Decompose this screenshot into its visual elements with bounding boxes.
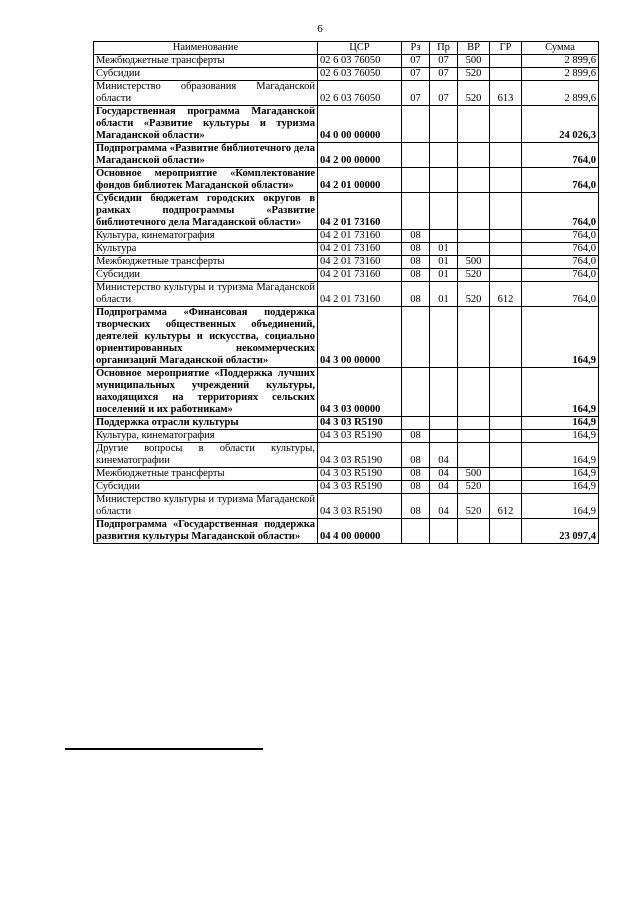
table-row	[94, 307, 599, 368]
cell-pr: 01	[430, 256, 458, 269]
cell-name: Основное мероприятие «Поддержка лучших муниципальных учреждений культуры, находящихся на территориях сельских поселений и их работникам»	[94, 368, 318, 417]
cell-sum: 764,0	[522, 282, 599, 307]
cell-gr	[490, 193, 522, 230]
cell-name: Субсидии бюджетам городских округов в рамках подпрограммы «Развитие библиотечного дела Магаданской области»	[94, 193, 318, 230]
cell-gr	[490, 256, 522, 269]
cell-pr: 04	[430, 481, 458, 494]
table-row	[94, 417, 599, 430]
cell-gr: 612	[490, 282, 522, 307]
table-row	[94, 494, 599, 519]
table-row	[94, 230, 599, 243]
cell-sum: 764,0	[522, 193, 599, 230]
cell-rz	[402, 417, 430, 430]
cell-vr: 500	[458, 256, 490, 269]
cell-sum: 23 097,4	[522, 519, 599, 544]
cell-csr: 04 3 03 00000	[318, 368, 402, 417]
cell-vr	[458, 168, 490, 193]
cell-rz: 08	[402, 230, 430, 243]
table-row	[94, 81, 599, 106]
cell-rz	[402, 193, 430, 230]
cell-rz	[402, 307, 430, 368]
cell-gr: 613	[490, 81, 522, 106]
header-sum: Сумма	[522, 42, 599, 55]
cell-vr	[458, 307, 490, 368]
cell-rz: 07	[402, 81, 430, 106]
cell-vr	[458, 230, 490, 243]
cell-vr: 520	[458, 68, 490, 81]
cell-gr	[490, 519, 522, 544]
cell-vr	[458, 368, 490, 417]
table-row	[94, 282, 599, 307]
cell-rz: 08	[402, 481, 430, 494]
cell-name: Подпрограмма «Финансовая поддержка творческих общественных объединений, деятелей культуры и искусства, социально ориентированных некоммерческих организаций Магаданской области»	[94, 307, 318, 368]
cell-gr	[490, 481, 522, 494]
cell-name: Культура, кинематография	[94, 230, 318, 243]
cell-sum: 164,9	[522, 468, 599, 481]
cell-name: Культура	[94, 243, 318, 256]
cell-rz: 07	[402, 55, 430, 68]
cell-rz	[402, 519, 430, 544]
cell-vr	[458, 430, 490, 443]
cell-csr: 04 2 01 73160	[318, 230, 402, 243]
cell-vr	[458, 519, 490, 544]
cell-vr	[458, 417, 490, 430]
cell-csr: 04 3 03 R5190	[318, 443, 402, 468]
table-row	[94, 430, 599, 443]
cell-name: Поддержка отрасли культуры	[94, 417, 318, 430]
cell-vr	[458, 106, 490, 143]
cell-rz	[402, 368, 430, 417]
cell-vr	[458, 193, 490, 230]
table-row	[94, 269, 599, 282]
cell-name: Межбюджетные трансферты	[94, 55, 318, 68]
cell-name: Субсидии	[94, 481, 318, 494]
cell-pr: 07	[430, 81, 458, 106]
cell-name: Другие вопросы в области культуры, кинематографии	[94, 443, 318, 468]
header-vr: ВР	[458, 42, 490, 55]
table-row	[94, 106, 599, 143]
cell-csr: 04 2 00 00000	[318, 143, 402, 168]
cell-vr	[458, 243, 490, 256]
footer-separator-line	[65, 748, 263, 750]
cell-csr: 02 6 03 76050	[318, 68, 402, 81]
cell-vr: 520	[458, 269, 490, 282]
cell-name: Подпрограмма «Государственная поддержка развития культуры Магаданской области»	[94, 519, 318, 544]
cell-gr	[490, 368, 522, 417]
cell-pr	[430, 143, 458, 168]
cell-sum: 164,9	[522, 430, 599, 443]
header-rz: Рз	[402, 42, 430, 55]
cell-sum: 764,0	[522, 143, 599, 168]
cell-rz: 08	[402, 468, 430, 481]
header-gr: ГР	[490, 42, 522, 55]
cell-gr: 612	[490, 494, 522, 519]
cell-pr	[430, 519, 458, 544]
header-csr: ЦСР	[318, 42, 402, 55]
cell-csr: 04 3 03 R5190	[318, 430, 402, 443]
cell-pr	[430, 193, 458, 230]
cell-name: Министерство образования Магаданской области	[94, 81, 318, 106]
cell-pr: 01	[430, 243, 458, 256]
cell-pr: 01	[430, 282, 458, 307]
cell-sum: 764,0	[522, 243, 599, 256]
cell-csr: 02 6 03 76050	[318, 81, 402, 106]
table-row	[94, 143, 599, 168]
table-row	[94, 481, 599, 494]
cell-gr	[490, 443, 522, 468]
cell-rz: 08	[402, 430, 430, 443]
cell-name: Субсидии	[94, 269, 318, 282]
cell-vr: 520	[458, 282, 490, 307]
cell-name: Культура, кинематография	[94, 430, 318, 443]
cell-pr: 04	[430, 468, 458, 481]
cell-csr: 04 4 00 00000	[318, 519, 402, 544]
cell-gr	[490, 55, 522, 68]
cell-pr	[430, 168, 458, 193]
cell-gr	[490, 307, 522, 368]
cell-pr: 07	[430, 68, 458, 81]
cell-pr	[430, 430, 458, 443]
cell-csr: 04 2 01 73160	[318, 269, 402, 282]
cell-gr	[490, 143, 522, 168]
cell-rz: 08	[402, 443, 430, 468]
cell-gr	[490, 417, 522, 430]
table-row	[94, 368, 599, 417]
page-number: 6	[317, 23, 323, 35]
table-row	[94, 256, 599, 269]
cell-rz	[402, 106, 430, 143]
cell-gr	[490, 230, 522, 243]
cell-name: Субсидии	[94, 68, 318, 81]
cell-sum: 764,0	[522, 230, 599, 243]
cell-csr: 04 2 01 73160	[318, 243, 402, 256]
cell-rz	[402, 143, 430, 168]
cell-pr: 07	[430, 55, 458, 68]
cell-csr: 04 3 03 R5190	[318, 481, 402, 494]
cell-pr	[430, 307, 458, 368]
table-row	[94, 193, 599, 230]
cell-csr: 04 0 00 00000	[318, 106, 402, 143]
cell-csr: 04 3 00 00000	[318, 307, 402, 368]
cell-gr	[490, 468, 522, 481]
cell-sum: 2 899,6	[522, 55, 599, 68]
cell-csr: 04 3 03 R5190	[318, 468, 402, 481]
cell-rz: 08	[402, 494, 430, 519]
cell-sum: 164,9	[522, 368, 599, 417]
header-pr: Пр	[430, 42, 458, 55]
cell-pr	[430, 230, 458, 243]
cell-pr	[430, 106, 458, 143]
table-row	[94, 243, 599, 256]
cell-pr: 04	[430, 494, 458, 519]
cell-csr: 04 2 01 73160	[318, 282, 402, 307]
cell-csr: 04 2 01 00000	[318, 168, 402, 193]
cell-csr: 02 6 03 76050	[318, 55, 402, 68]
header-name: Наименование	[94, 42, 318, 55]
cell-gr	[490, 269, 522, 282]
cell-vr: 520	[458, 81, 490, 106]
cell-pr	[430, 417, 458, 430]
cell-vr: 520	[458, 494, 490, 519]
table-row	[94, 168, 599, 193]
cell-rz: 07	[402, 68, 430, 81]
cell-pr	[430, 368, 458, 417]
table-row	[94, 55, 599, 68]
budget-table	[93, 41, 599, 544]
cell-sum: 164,9	[522, 443, 599, 468]
cell-sum: 764,0	[522, 168, 599, 193]
cell-vr	[458, 443, 490, 468]
cell-vr: 500	[458, 468, 490, 481]
cell-pr: 01	[430, 269, 458, 282]
cell-csr: 04 3 03 R5190	[318, 494, 402, 519]
cell-vr: 500	[458, 55, 490, 68]
cell-gr	[490, 430, 522, 443]
cell-vr	[458, 143, 490, 168]
cell-csr: 04 2 01 73160	[318, 193, 402, 230]
cell-sum: 2 899,6	[522, 81, 599, 106]
cell-name: Межбюджетные трансферты	[94, 468, 318, 481]
cell-gr	[490, 243, 522, 256]
cell-sum: 24 026,3	[522, 106, 599, 143]
cell-vr: 520	[458, 481, 490, 494]
cell-sum: 164,9	[522, 481, 599, 494]
cell-sum: 164,9	[522, 307, 599, 368]
cell-name: Подпрограмма «Развитие библиотечного дела Магаданской области»	[94, 143, 318, 168]
cell-name: Межбюджетные трансферты	[94, 256, 318, 269]
table-row	[94, 468, 599, 481]
cell-gr	[490, 106, 522, 143]
cell-name: Государственная программа Магаданской области «Развитие культуры и туризма Магаданской области»	[94, 106, 318, 143]
cell-rz	[402, 168, 430, 193]
cell-rz: 08	[402, 243, 430, 256]
table-row	[94, 443, 599, 468]
cell-name: Основное мероприятие «Комплектование фондов библиотек Магаданской области»	[94, 168, 318, 193]
cell-sum: 164,9	[522, 417, 599, 430]
table-body	[94, 55, 599, 544]
cell-gr	[490, 68, 522, 81]
table-header-row	[94, 42, 599, 55]
cell-sum: 164,9	[522, 494, 599, 519]
cell-csr: 04 2 01 73160	[318, 256, 402, 269]
cell-rz: 08	[402, 269, 430, 282]
cell-rz: 08	[402, 282, 430, 307]
cell-sum: 764,0	[522, 269, 599, 282]
table-row	[94, 68, 599, 81]
cell-sum: 764,0	[522, 256, 599, 269]
cell-csr: 04 3 03 R5190	[318, 417, 402, 430]
cell-name: Министерство культуры и туризма Магаданской области	[94, 494, 318, 519]
cell-name: Министерство культуры и туризма Магаданской области	[94, 282, 318, 307]
table-row	[94, 519, 599, 544]
cell-pr: 04	[430, 443, 458, 468]
cell-gr	[490, 168, 522, 193]
cell-rz: 08	[402, 256, 430, 269]
cell-sum: 2 899,6	[522, 68, 599, 81]
